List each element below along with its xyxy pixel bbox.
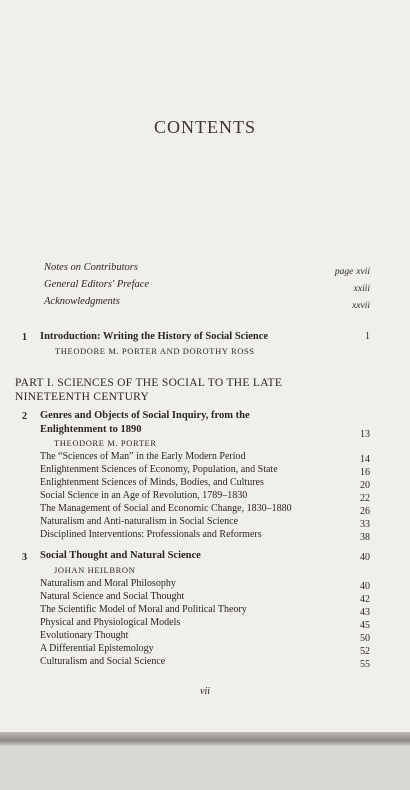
section-label: Culturalism and Social Science [40,656,166,667]
section-row [40,643,370,657]
section-page: 33 [360,519,370,530]
section-page: 50 [360,633,370,644]
part-heading-line-1: PART I. SCIENCES OF THE SOCIAL TO THE LATE [15,377,283,389]
section-page: 45 [360,620,370,631]
section-row [40,529,370,543]
page-prefix: page [334,267,354,277]
chapter-2-author [54,438,384,449]
chapter-title: Introduction: Writing the History of Social Science [40,331,269,342]
chapter-author: JOHAN HEILBRON [54,565,136,575]
section-page: 55 [360,659,370,670]
section-page: 26 [360,506,370,517]
section-page: 43 [360,607,370,618]
front-matter-page [335,267,370,277]
chapter-title: Social Thought and Natural Science [40,550,201,561]
chapter-title: Genres and Objects of Social Inquiry, from the [40,410,250,421]
section-row [40,503,370,517]
front-matter-label: General Editors' Preface [44,279,150,290]
section-row [40,516,370,530]
section-label: Evolutionary Thought [40,630,129,641]
chapter-page: 13 [360,429,370,440]
section-label: Enlightenment Sciences of Minds, Bodies, and Cultures [40,477,264,488]
section-page: 20 [360,480,370,491]
section-page: 38 [360,532,370,543]
chapter-page: 1 [365,331,370,342]
section-label: Physical and Physiological Models [40,617,181,628]
section-label: Disciplined Interventions: Professionals and Reformers [40,529,262,540]
section-page: 16 [360,467,370,478]
section-row [40,656,370,670]
section-label: The Management of Social and Economic Change, 1830–1880 [40,503,292,514]
front-matter-label: Acknowledgments [44,296,120,307]
section-label: Naturalism and Moral Philosophy [40,578,176,589]
section-page: 14 [360,454,370,465]
section-row [40,451,370,465]
front-matter-label: Notes on Contributors [44,262,138,273]
chapter-title: Enlightenment to 1890 [40,424,142,435]
section-label: Enlightenment Sciences of Economy, Population, and State [40,464,278,475]
section-page: 42 [360,594,370,605]
section-row [40,604,370,618]
front-matter-page: xxvii [352,301,370,311]
part-heading [15,376,345,404]
chapter-number: 3 [22,552,27,563]
chapter-number: 2 [22,411,27,422]
section-row [40,490,370,504]
section-row [40,477,370,491]
chapter-author: THEODORE M. PORTER [54,438,157,448]
section-row [40,578,370,592]
section-row [40,464,370,478]
chapter-1-title-row [40,331,370,342]
chapter-2-title-line-1 [40,410,370,421]
section-label: Social Science in an Age of Revolution, 1789–1830 [40,490,248,501]
section-label: Naturalism and Anti-naturalism in Social Science [40,516,239,527]
section-page: 22 [360,493,370,504]
section-row [40,617,370,631]
chapter-2-title-line-2 [40,424,370,440]
page-edge [0,732,410,746]
chapter-1-author [55,346,385,357]
chapter-3-title-row [40,550,370,561]
section-page: 52 [360,646,370,657]
front-matter-page: xxiii [353,284,370,294]
page-number: xvii [356,267,370,277]
chapter-number: 1 [22,332,27,343]
part-heading-line-2: NINETEENTH CENTURY [15,391,150,403]
page-folio: vii [200,686,210,697]
section-row [40,630,370,644]
chapter-author: THEODORE M. PORTER AND DOROTHY ROSS [55,346,255,356]
section-page: 40 [360,581,370,592]
section-label: A Differential Epistemology [40,643,154,654]
section-row [40,591,370,605]
section-label: The “Sciences of Man” in the Early Modern Period [40,451,246,462]
section-label: Natural Science and Social Thought [40,591,185,602]
section-label: The Scientific Model of Moral and Political Theory [40,604,247,615]
chapter-3-author [54,565,384,576]
chapter-page: 40 [360,552,370,563]
page-title: CONTENTS [154,117,256,137]
